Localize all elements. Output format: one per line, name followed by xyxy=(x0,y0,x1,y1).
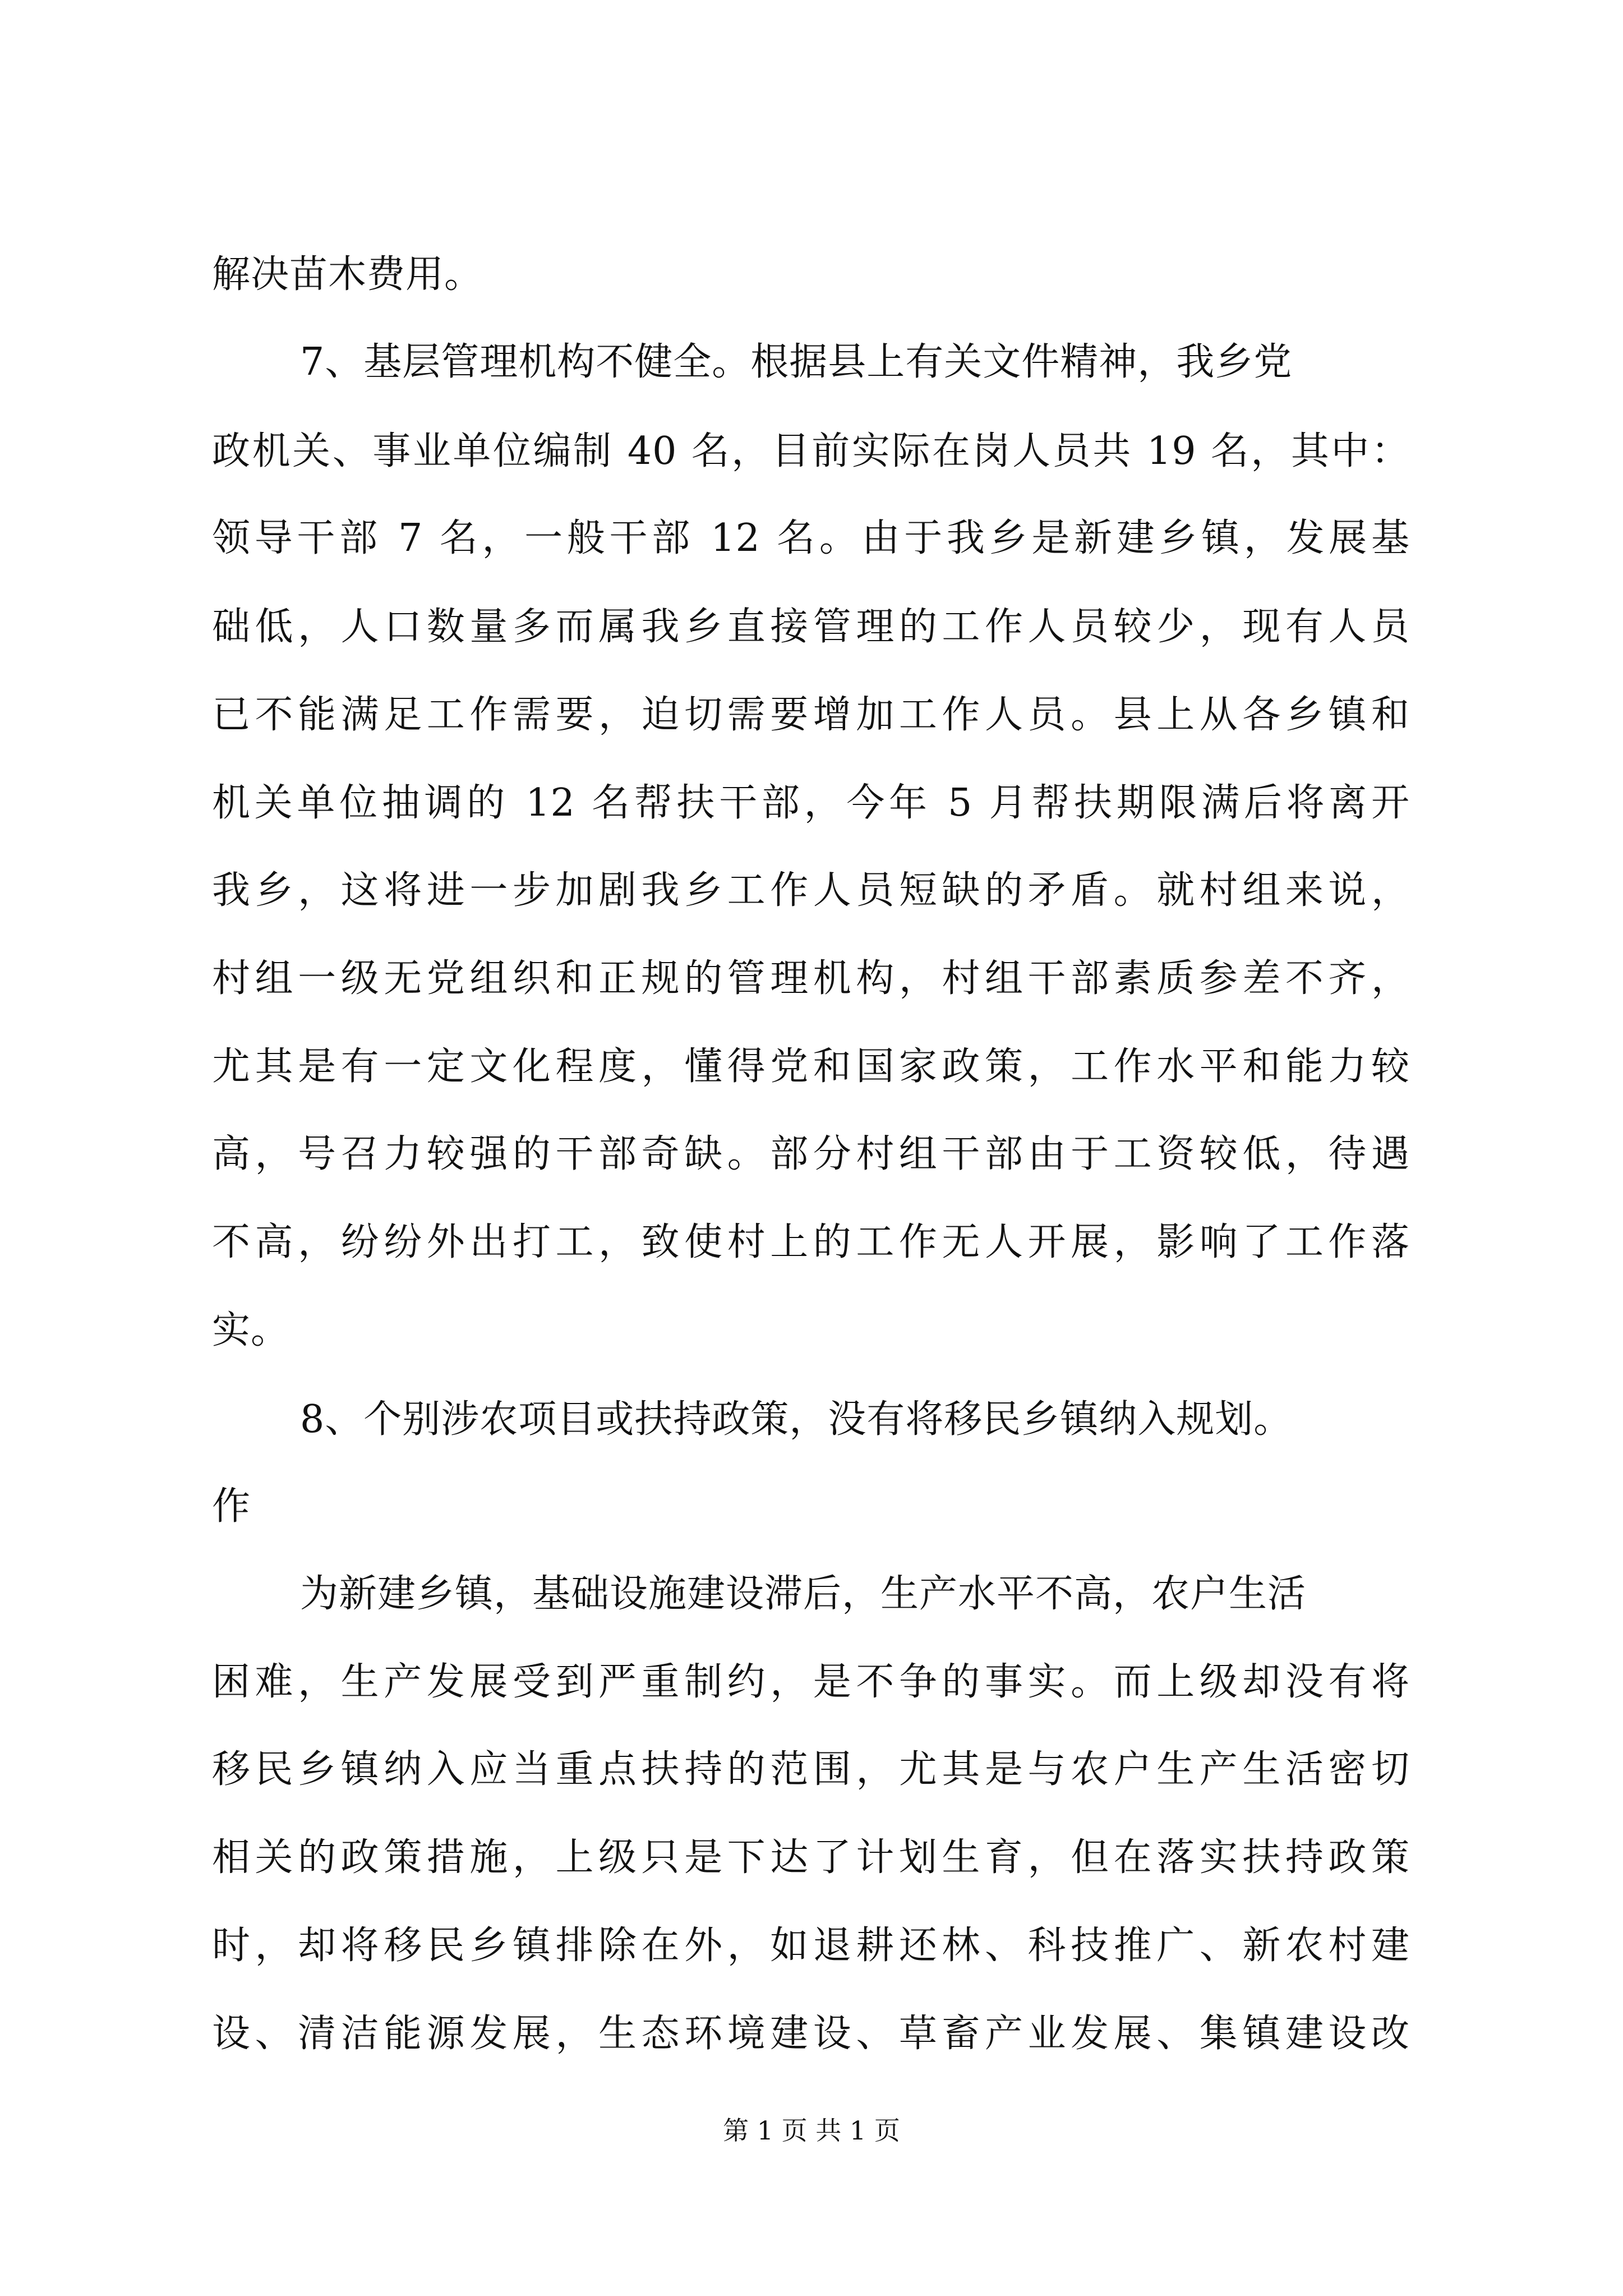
text-line-14: 8、个别涉农项目或扶持政策，没有将移民乡镇纳入规划。 xyxy=(300,1397,1293,1442)
text-line-2: 7、基层管理机构不健全。根据县上有关文件精神，我乡党 xyxy=(300,340,1293,384)
text-line-8: 我乡，这将进一步加剧我乡工作人员短缺的矛盾。就村组来说， xyxy=(212,868,1410,913)
text-line-21: 设、清洁能源发展，生态环境建设、草畜产业发展、集镇建设改 xyxy=(212,2012,1410,2056)
page-number-footer: 第 1 页 共 1 页 xyxy=(723,2115,900,2146)
text-line-11: 高，号召力较强的干部奇缺。部分村组干部由于工资较低，待遇 xyxy=(212,1132,1410,1176)
text-line-6: 已不能满足工作需要，迫切需要增加工作人员。县上从各乡镇和 xyxy=(212,693,1410,737)
text-line-7: 机关单位抽调的 12 名帮扶干部，今年 5 月帮扶期限满后将离开 xyxy=(212,781,1410,825)
text-line-20: 时，却将移民乡镇排除在外，如退耕还林、科技推广、新农村建 xyxy=(212,1924,1410,1968)
text-line-3: 政机关、事业单位编制 40 名，目前实际在岗人员共 19 名，其中： xyxy=(212,429,1410,473)
text-line-19: 相关的政策措施，上级只是下达了计划生育，但在落实扶持政策 xyxy=(212,1835,1410,1880)
text-line-5: 础低，人口数量多而属我乡直接管理的工作人员较少，现有人员 xyxy=(212,605,1410,649)
text-line-4: 领导干部 7 名，一般干部 12 名。由于我乡是新建乡镇，发展基 xyxy=(212,516,1410,560)
text-line-18: 移民乡镇纳入应当重点扶持的范围，尤其是与农户生产生活密切 xyxy=(212,1747,1410,1792)
text-line-13: 实。 xyxy=(212,1308,290,1352)
text-line-16: 为新建乡镇，基础设施建设滞后，生产水平不高，农户生活 xyxy=(300,1572,1307,1616)
text-line-17: 困难，生产发展受到严重制约，是不争的事实。而上级却没有将 xyxy=(212,1660,1410,1704)
text-line-1: 解决苗木费用。 xyxy=(212,252,483,297)
text-line-12: 不高，纷纷外出打工，致使村上的工作无人开展，影响了工作落 xyxy=(212,1220,1410,1264)
text-line-9: 村组一级无党组织和正规的管理机构，村组干部素质参差不齐， xyxy=(212,956,1410,1001)
text-line-10: 尤其是有一定文化程度，懂得党和国家政策，工作水平和能力较 xyxy=(212,1045,1410,1089)
text-line-15: 作 xyxy=(212,1484,251,1529)
